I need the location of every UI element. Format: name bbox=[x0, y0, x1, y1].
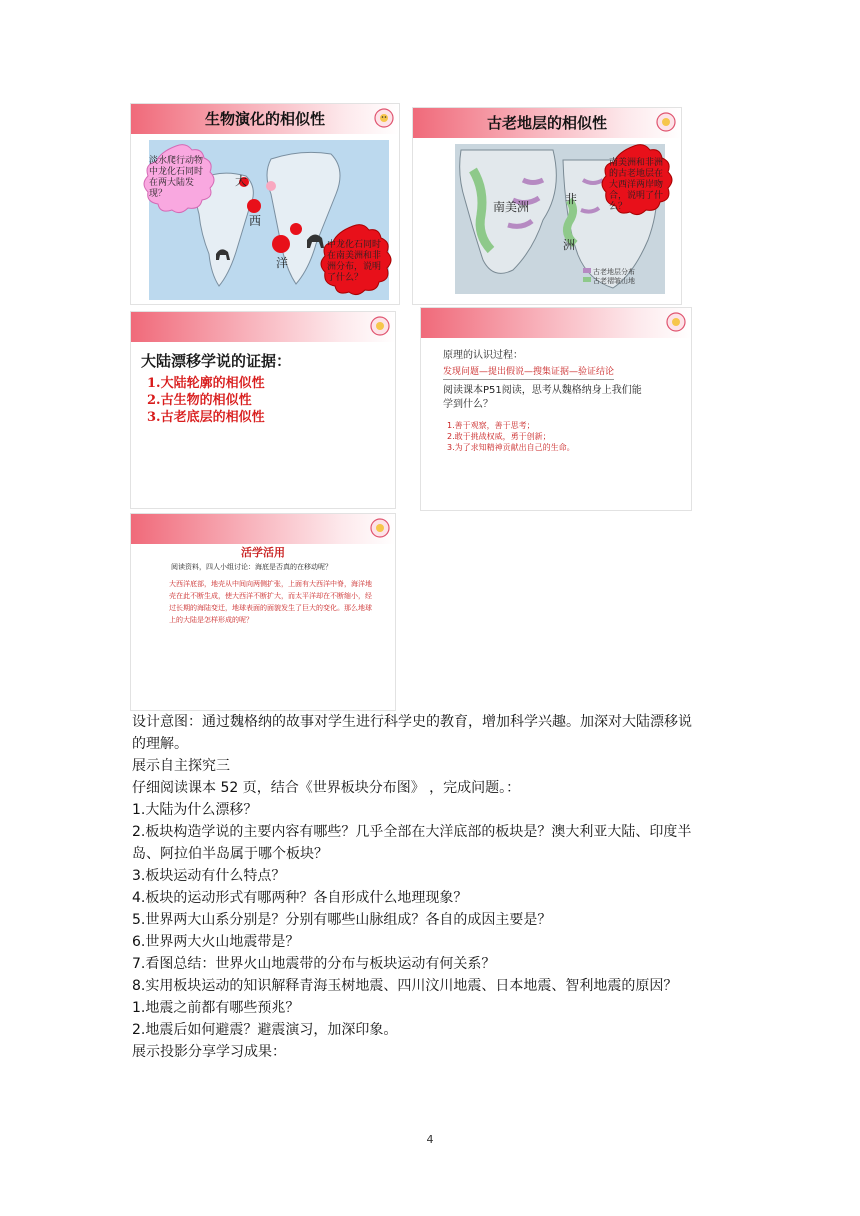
document-body bbox=[132, 711, 732, 1063]
title-band bbox=[131, 514, 395, 544]
slide-bio-similarity bbox=[131, 104, 399, 304]
body-line: 4.板块的运动形式有哪两种？各自形成什么地理现象？ bbox=[132, 890, 468, 906]
body-line: 3.板块运动有什么特点？ bbox=[132, 868, 286, 884]
red-bubble-text: 南美洲和非洲的古老地层在大西洋两岸吻合，说明了什么？ bbox=[609, 158, 664, 212]
slide-apply bbox=[131, 514, 395, 710]
map-label-yang: 洋 bbox=[276, 256, 289, 270]
process-title: 原理的认识过程： bbox=[443, 350, 523, 361]
flower-logo-icon bbox=[655, 111, 677, 133]
pink-bubble-text: 淡水爬行动物中龙化石同时在两大陆发现？ bbox=[149, 156, 204, 199]
page-number: 4 bbox=[426, 1133, 434, 1146]
flower-logo-icon bbox=[369, 315, 391, 337]
legend-green: 古老褶皱山地 bbox=[593, 277, 635, 285]
evidence-title: 大陆漂移学说的证据： bbox=[141, 352, 292, 370]
process-item: 1.善于观察，善于思考； bbox=[447, 421, 535, 430]
legend-purple: 古老地层分布 bbox=[593, 268, 635, 276]
body-line: 2.板块构造学说的主要内容有哪些？几乎全部在大洋底部的板块是？澳大利亚大陆、印度半 bbox=[132, 824, 692, 840]
slide-evidence bbox=[131, 312, 395, 508]
body-line: 1.地震之前都有哪些预兆？ bbox=[132, 1000, 300, 1016]
process-item: 2.敢于挑战权威，勇于创新； bbox=[447, 432, 551, 441]
evidence-item: 1.大陆轮廓的相似性 bbox=[147, 376, 265, 391]
apply-title: 活学活用 bbox=[241, 546, 285, 559]
map-label-da: 大 bbox=[235, 174, 248, 188]
body-line: 6.世界两大火山地震带是？ bbox=[132, 934, 300, 950]
body-line: 1.大陆为什么漂移？ bbox=[132, 802, 258, 818]
slide-title: 古老地层的相似性 bbox=[486, 114, 607, 132]
slide-strata-similarity bbox=[413, 108, 681, 304]
body-line: 展示投影分享学习成果： bbox=[132, 1044, 286, 1060]
apply-text: 大西洋底部，地壳从中间向两侧扩张，上面有大西洋中脊，海洋地壳在此不断生成，使大西洋不断扩大，而太平洋却在不断缩小，经过长期的海陆变迁，地球表面的面貌发生了巨大的变化。那么地球上的大陆是怎样形成的呢？ bbox=[169, 580, 372, 624]
title-band bbox=[421, 308, 691, 338]
title-band bbox=[131, 312, 395, 342]
map-label-fei: 非 bbox=[565, 192, 578, 206]
body-line: 仔细阅读课本 52 页，结合《世界板块分布图》 ，完成问题。： bbox=[132, 780, 521, 796]
apply-subtitle: 阅读资料，四人小组讨论：海底是否真的在移动呢？ bbox=[171, 563, 332, 571]
body-line: 8.实用板块运动的知识解释青海玉树地震、四川汶川地震、日本地震、智利地震的原因？ bbox=[132, 978, 678, 994]
body-line: 设计意图：通过魏格纳的故事对学生进行科学史的教育，增加科学兴趣。加深对大陆漂移说 bbox=[132, 714, 692, 730]
map-label-zhou: 洲 bbox=[563, 238, 576, 252]
process-item: 3.为了求知精神贡献出自己的生命。 bbox=[447, 443, 575, 452]
body-line: 5.世界两大山系分别是？分别有哪些山脉组成？各自的成因主要是？ bbox=[132, 912, 552, 928]
flower-logo-icon bbox=[369, 517, 391, 539]
slide-process bbox=[421, 308, 691, 510]
flower-logo-icon bbox=[373, 107, 395, 129]
evidence-item: 3.古老底层的相似性 bbox=[147, 410, 265, 425]
flower-logo-icon bbox=[665, 311, 687, 333]
map-label-south-america: 南美洲 bbox=[493, 200, 530, 214]
red-bubble-text: 中龙化石同时在南美洲和非洲分布，说明了什么？ bbox=[327, 240, 382, 283]
body-line: 展示自主探究三 bbox=[132, 758, 230, 774]
body-line: 岛、阿拉伯半岛属于哪个板块？ bbox=[132, 846, 328, 862]
evidence-item: 2.古生物的相似性 bbox=[147, 393, 252, 408]
body-line: 的理解。 bbox=[132, 736, 188, 752]
map-label-xi: 西 bbox=[249, 214, 262, 228]
body-line: 2.地震后如何避震？避震演习，加深印象。 bbox=[132, 1022, 398, 1038]
process-question: 阅读课本P51阅读，思考从魏格纳身上我们能学到什么？ bbox=[443, 385, 642, 410]
process-chain: 发现问题—提出假说—搜集证据—验证结论 bbox=[443, 364, 614, 380]
body-line: 7.看图总结：世界火山地震带的分布与板块运动有何关系？ bbox=[132, 956, 496, 972]
slide-title: 生物演化的相似性 bbox=[204, 110, 325, 128]
